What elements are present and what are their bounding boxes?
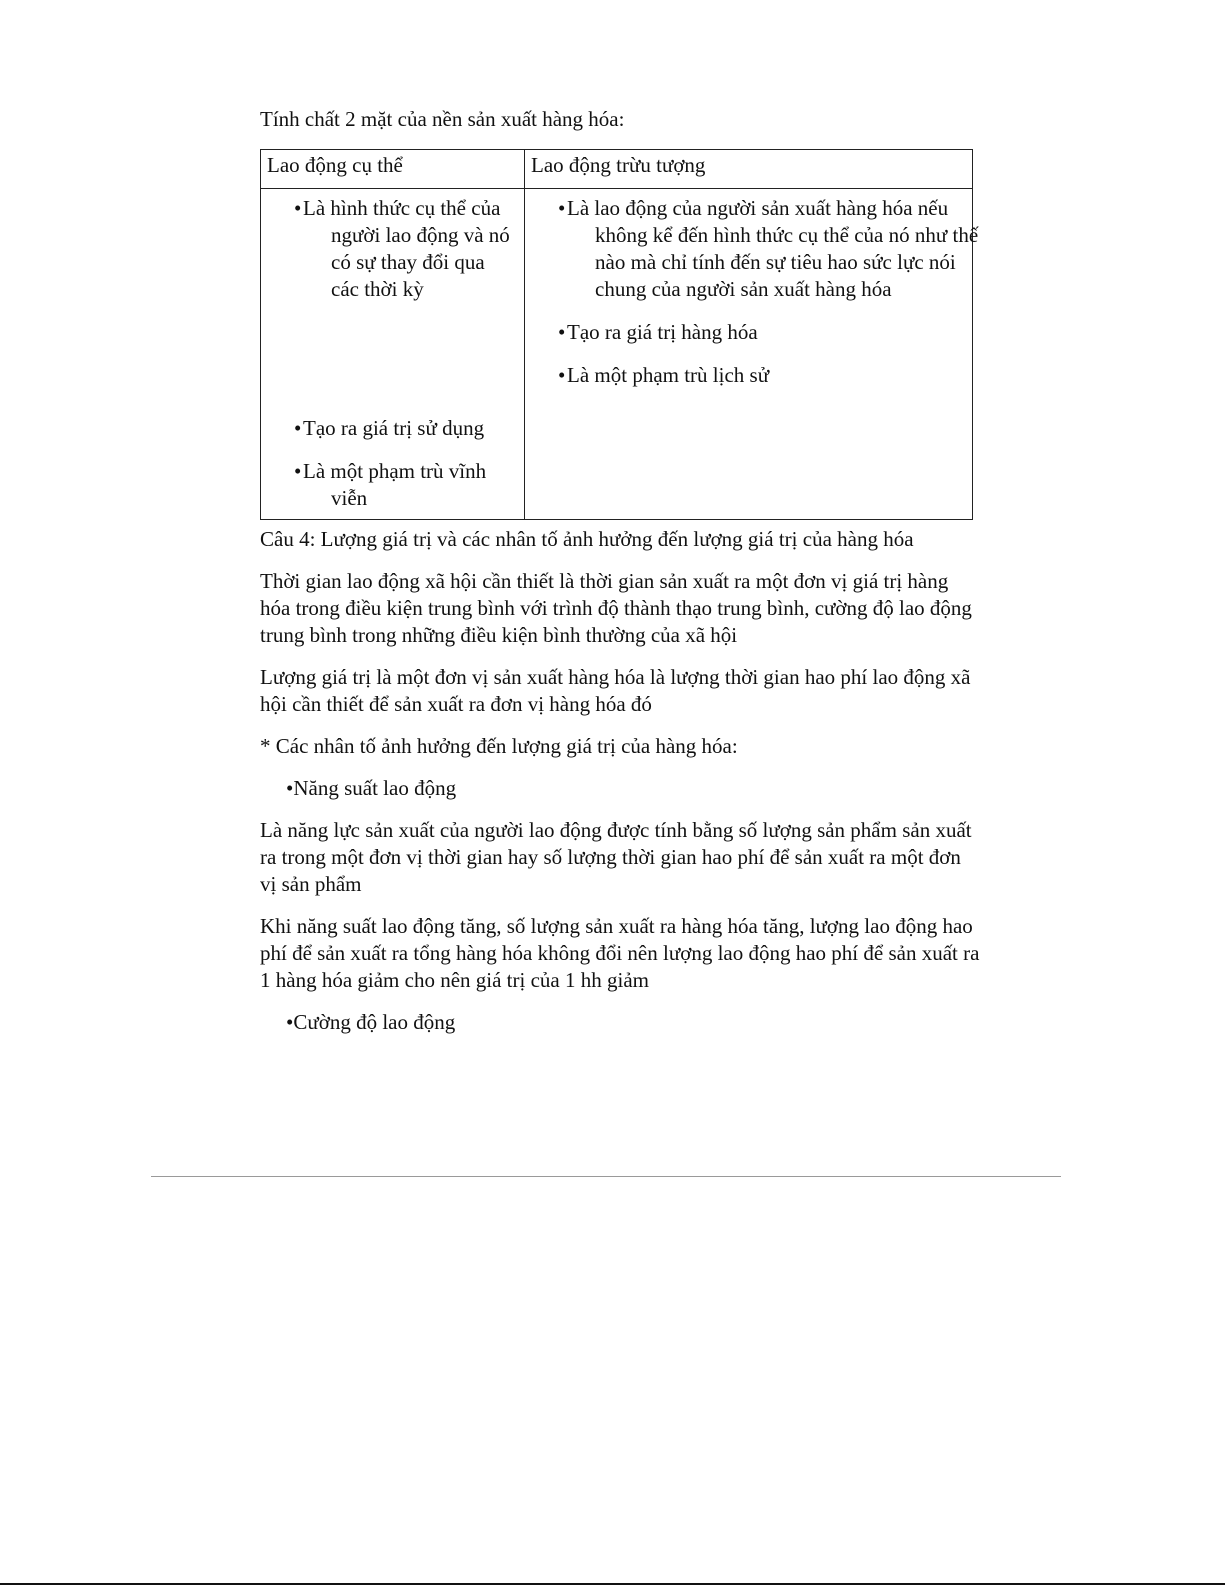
intro-line: Tính chất 2 mặt của nền sản xuất hàng hóa:: [260, 107, 625, 131]
bullet-glyph: •: [294, 416, 302, 440]
paragraph-factors-intro: * Các nhân tố ảnh hưởng đến lượng giá trị của hàng hóa:: [260, 734, 738, 758]
list-item: [558, 195, 979, 303]
table-body-row: [261, 189, 973, 520]
header-abstract-labor-label: Lao động trừu tượng: [531, 153, 706, 177]
header-concrete-labor: [261, 150, 525, 189]
paragraph-productivity-effect: Khi năng suất lao động tăng, số lượng sản xuất ra hàng hóa tăng, lượng lao động hao phí để sản xuất ra tổng hàng hóa không đổi nên lượng lao động hao phí để sản xuất ra 1 hàng hóa giảm cho nên giá trị của 1 hh giảm: [260, 914, 980, 992]
header-concrete-labor-label: Lao động cụ thể: [267, 153, 403, 177]
bullet-glyph: •: [558, 320, 566, 344]
header-abstract-labor: [525, 150, 973, 189]
list-item: [558, 362, 964, 389]
bullet-glyph: •: [294, 196, 302, 220]
table-header-row: [261, 150, 973, 189]
list-item: [294, 458, 516, 512]
list-item-text: Là lao động của người sản xuất hàng hóa nếu không kể đến hình thức cụ thể của nó như thế nào mà chỉ tính đến sự tiêu hao sức lực nói chung của người sản xuất hàng hóa: [567, 196, 979, 301]
list-item-text: Là một phạm trù lịch sử: [567, 363, 770, 387]
bullet-labor-intensity: •Cường độ lao động: [286, 1010, 456, 1034]
list-item-text: Tạo ra giá trị sử dụng: [303, 416, 485, 440]
bullet-labor-productivity: •Năng suất lao động: [286, 776, 457, 800]
list-item: [558, 319, 964, 346]
bullet-glyph: •: [558, 363, 566, 387]
list-item-text: Là hình thức cụ thể của người lao động và nó có sự thay đổi qua các thời kỳ: [303, 196, 510, 301]
section-heading: Câu 4: Lượng giá trị và các nhân tố ảnh hưởng đến lượng giá trị của hàng hóa: [260, 527, 914, 551]
paragraph-productivity-definition: Là năng lực sản xuất của người lao động được tính bằng số lượng sản phẩm sản xuất ra trong một đơn vị thời gian hay số lượng thời gian hao phí để sản xuất ra một đơn vị sản phẩm: [260, 818, 972, 896]
list-item-text: Là một phạm trù vĩnh viễn: [303, 459, 487, 510]
list-item-text: Tạo ra giá trị hàng hóa: [567, 320, 758, 344]
paragraph-socially-necessary-time: Thời gian lao động xã hội cần thiết là thời gian sản xuất ra một đơn vị giá trị hàng hóa trong điều kiện trung bình với trình độ thành thạo trung bình, cường độ lao động trung bình trong những điều kiện bình thường của xã hội: [260, 569, 972, 647]
abstract-labor-cell: [525, 189, 979, 520]
page-divider: [151, 1176, 1061, 1177]
paragraph-value-magnitude: Lượng giá trị là một đơn vị sản xuất hàng hóa là lượng thời gian hao phí lao động xã hội cần thiết để sản xuất ra đơn vị hàng hóa đó: [260, 665, 971, 716]
bullet-glyph: •: [558, 196, 566, 220]
concrete-labor-cell: [261, 189, 525, 520]
comparison-table: [260, 149, 979, 520]
list-item: [294, 415, 516, 442]
list-item: [294, 195, 516, 303]
bullet-glyph: •: [294, 459, 302, 483]
document-body: [260, 106, 980, 1036]
